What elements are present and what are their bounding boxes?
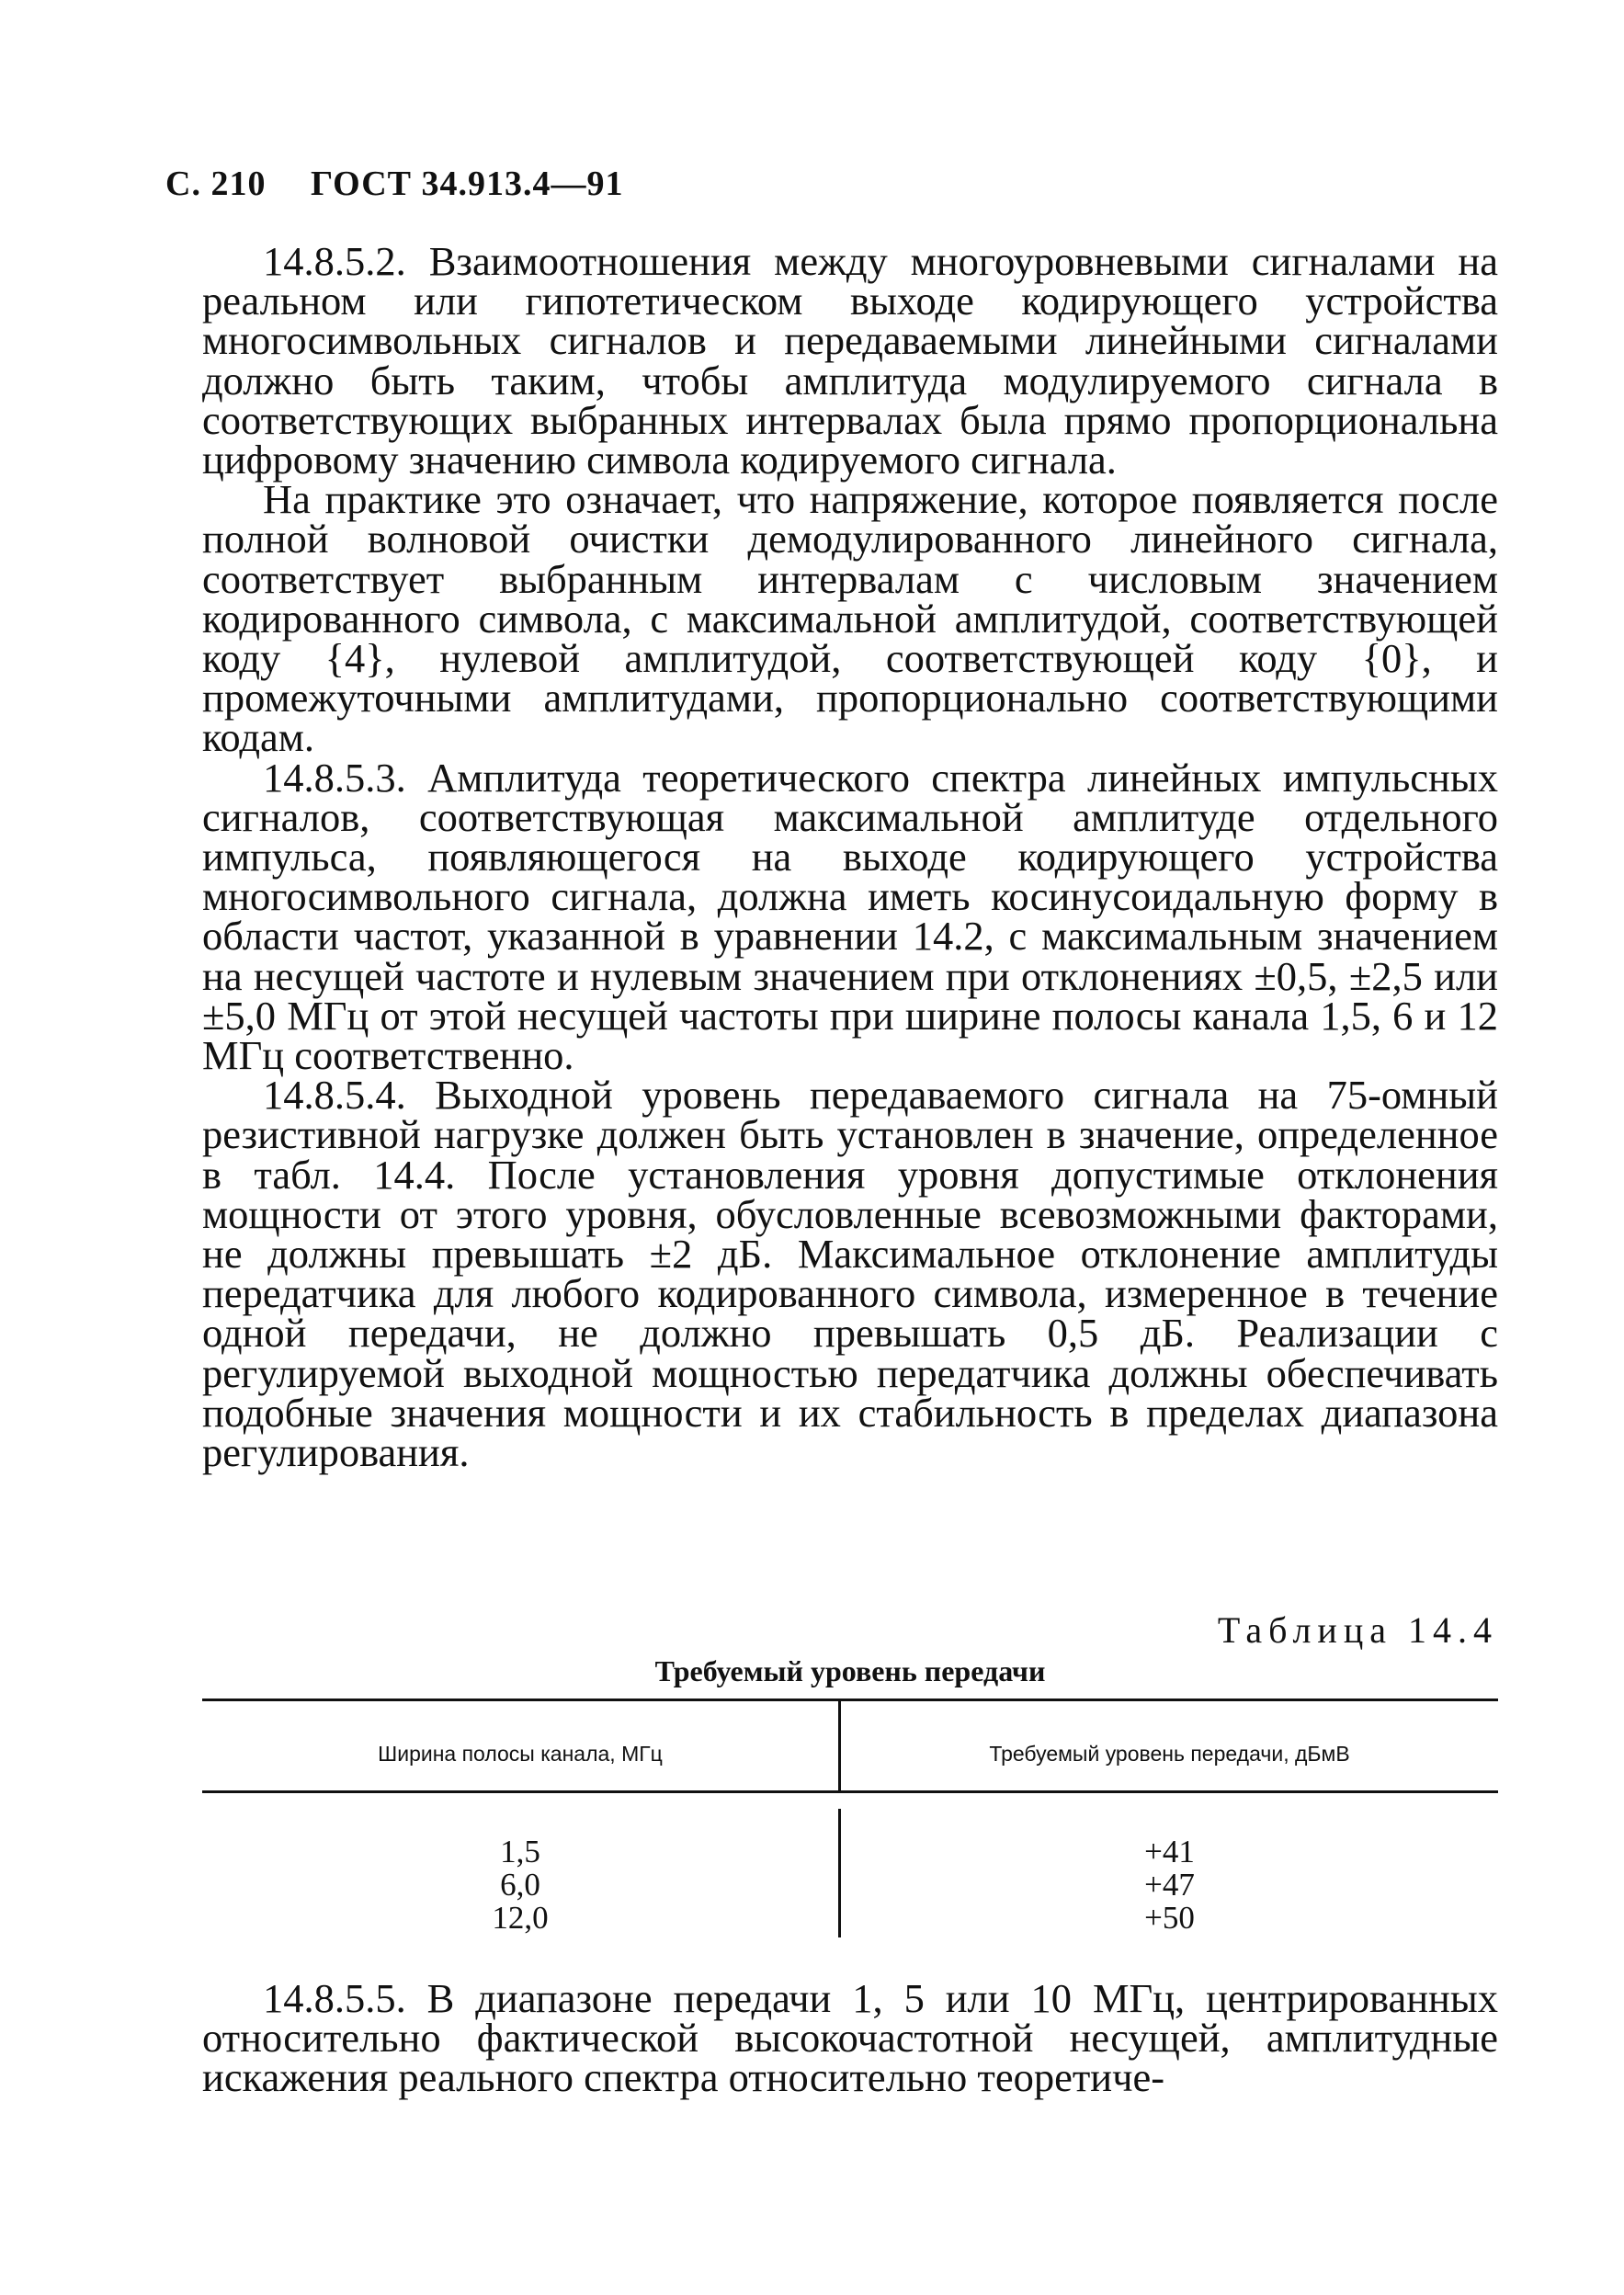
paragraph: 14.8.5.5. В диапазоне передачи 1, 5 или 10 МГц, центрированных относительно фактической высокочастотной несущей, амплитудные искажения реального спектра относительно теоретиче-	[202, 1975, 1498, 2101]
paragraph: 14.8.5.2. Взаимоотношения между многоуровневыми сигналами на реальном или гипотетическом выходе кодирующего устройства многосимвольных сигналов и передаваемыми линейными сигналами должно быть таким, чтобы амплитуда модулируемого сигнала в соответствующих выбранных интервалах была прямо пропорциональна цифровому значению символа кодируемого сигнала.	[202, 238, 1498, 483]
table-cell: 6,0	[500, 1867, 540, 1903]
table-cell: +41	[1144, 1834, 1195, 1869]
table-header-level: Требуемый уровень передачи, дБмВ	[989, 1742, 1350, 1766]
table-cell: +50	[1144, 1900, 1195, 1936]
table-header-rule	[202, 1790, 1498, 1793]
page-number: С. 210	[165, 165, 267, 203]
table-header-bandwidth: Ширина полосы канала, МГц	[378, 1742, 663, 1766]
paragraph: На практике это означает, что напряжение, которое появляется после полной волновой очистки демодулированного линейного сигнала, соответствует выбранным интервалам с числовым значением кодированного символа, с максимальной амплитудой, соответствующей коду {4}, нулевой амплитудой, соответствующей коду {0}, и промежуточными амплитудами, пропорционально соответствующими кодам.	[202, 476, 1498, 761]
page-header	[165, 164, 624, 204]
table-title: Требуемый уровень передачи	[654, 1654, 1046, 1687]
paragraph: 14.8.5.4. Выходной уровень передаваемого сигнала на 75-омный резистивной нагрузке должен быть установлен в значение, определенное в табл. 14.4. После установления уровня допустимые отклонения мощности от этого уровня, обусловленные всевозможными факторами, не должны превышать ±2 дБ. Максимальное отклонение амплитуды передатчика для любого кодированного символа, измеренное в течение одной передачи, не должно превышать 0,5 дБ. Реализации с регулируемой выходной мощностью передатчика должны обеспечивать подобные значения мощности и их стабильность в пределах диапазона регулирования.	[202, 1072, 1498, 1476]
body-text-after-table	[202, 1975, 1498, 2101]
body-text-before-table	[202, 238, 1498, 1476]
paragraph: 14.8.5.3. Амплитуда теоретического спектра линейных импульсных сигналов, соответствующая максимальной амплитуде отдельного импульса, появляющегося на выходе кодирующего устройства многосимвольного сигнала, должна иметь косинусоидальную форму в области частот, указанной в уравнении 14.2, с максимальным значением на несущей частоте и нулевым значением при отклонениях ±0,5, ±2,5 или ±5,0 МГц от этой несущей частоты при ширине полосы канала 1,5, 6 и 12 МГц соответственно.	[202, 754, 1498, 1079]
table-cell: 12,0	[492, 1900, 549, 1936]
bandwidth-column	[202, 1835, 838, 1935]
table-cell: +47	[1144, 1867, 1195, 1903]
table-cell: 1,5	[500, 1834, 540, 1869]
standard-code: ГОСТ 34.913.4—91	[310, 165, 624, 203]
table-caption: Таблица 14.4	[1217, 1609, 1498, 1651]
level-column	[841, 1835, 1498, 1935]
table-top-rule	[202, 1699, 1498, 1701]
